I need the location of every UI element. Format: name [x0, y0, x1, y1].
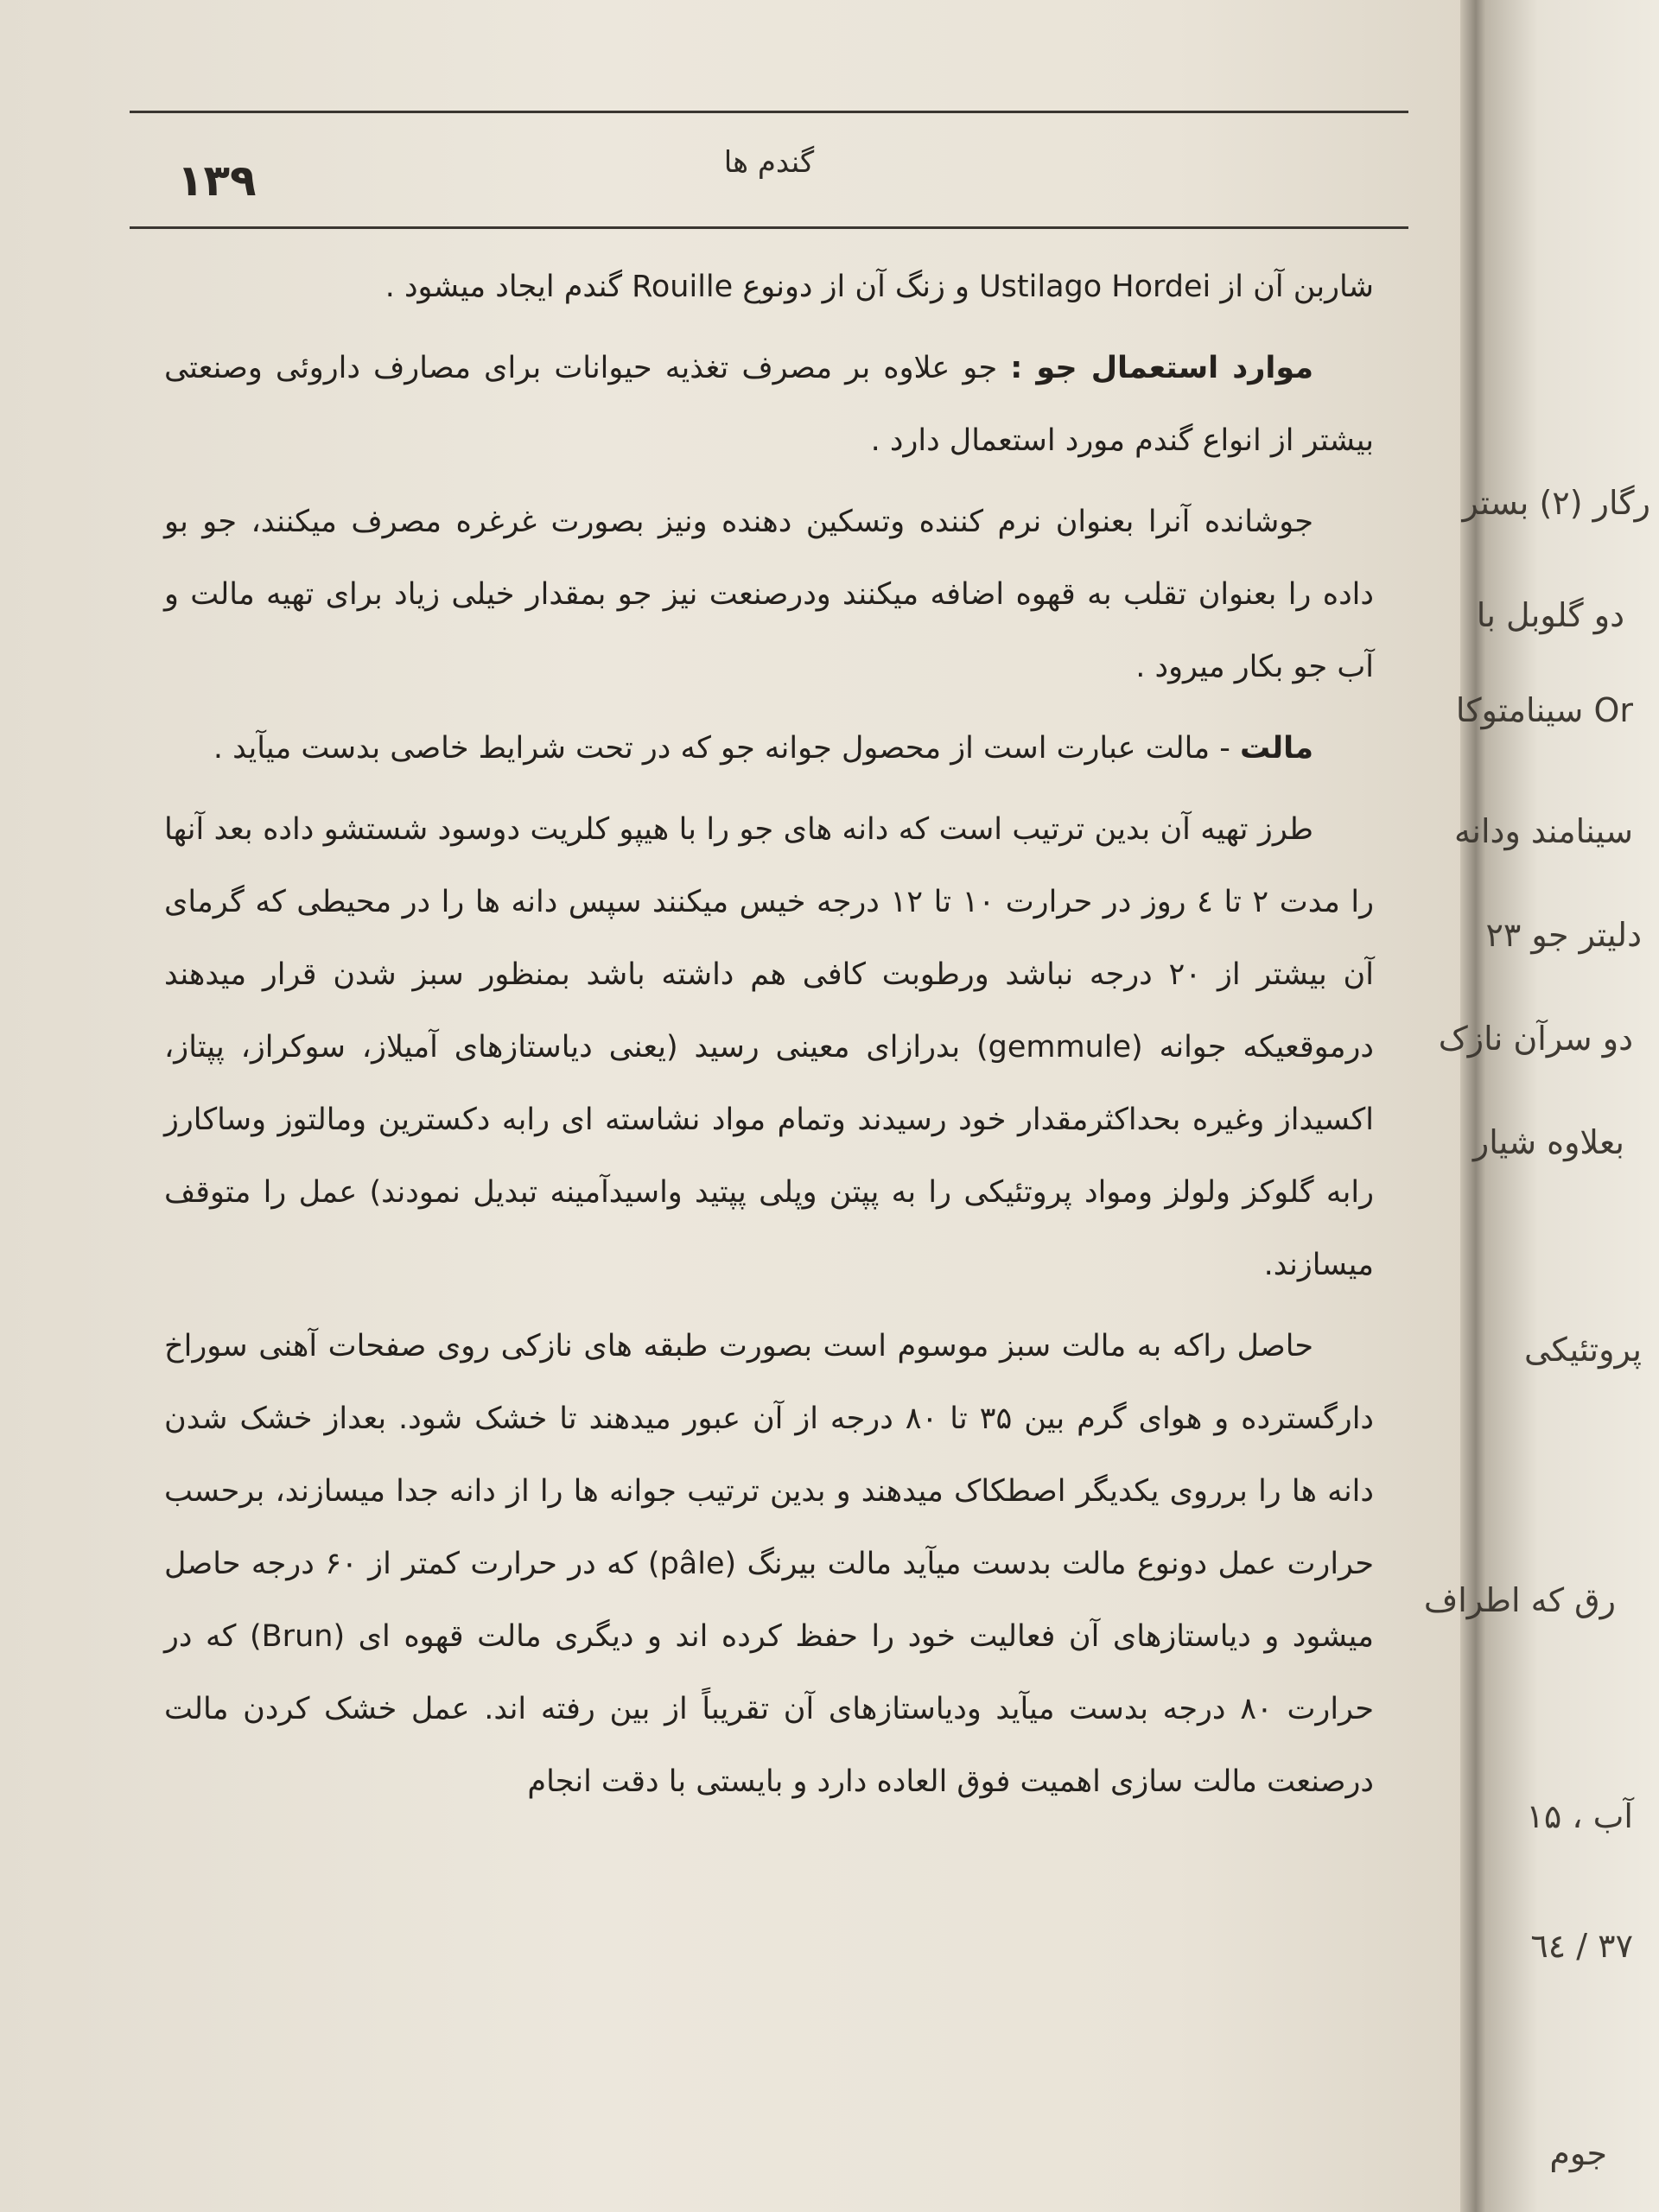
paragraph-term: مالت [1239, 731, 1313, 766]
paragraph-smut-rust [164, 251, 1374, 323]
facing-page-fragment: دلیتر جو ۲۳ [1485, 916, 1642, 954]
paragraph-text: طرز تهیه آن بدین ترتیب است که دانه های جو را با هیپو کلریت دوسود شستشو داده بعد آنها را مدت ۲ تا ٤ روز در حرارت ۱۰ تا ۱۲ درجه خیس میکنند سپس دانه ها را در محیطی که گرمای آن بیشتر از ۲۰ درجه نباشد ورطوبت کافی هم داشته باشد بمنظور سبز شدن قرار میدهند درموقعیکه جوانه (gemmule) بدرازای معینی رسید (یعنی دیاستازهای آمیلاز، سوکراز، پپتاز، اکسیداز وغیره بحداکثرمقدار خود رسیدند وتمام مواد نشاسته ای رابه دکسترین ومالتوز وساکارز رابه گلوکز ولولز ومواد پروتئیکی را به پپتن وپلی پپتید واسیدآمینه تبدیل نمودند) عمل را متوقف میسازند. [164, 812, 1375, 1282]
paragraph-barley-uses [164, 332, 1374, 477]
paragraph-malt-preparation [164, 793, 1374, 1301]
facing-page-fragment: آب ، ۱۵ [1526, 1797, 1633, 1835]
page-number: ۱۳۹ [177, 156, 257, 206]
paragraph-text: حاصل راکه به مالت سبز موسوم است بصورت طبقه های نازکی روی صفحات آهنی سوراخ دارگسترده و هوای گرم بین ۳۵ تا ۸۰ درجه از آن عبور میدهند تا خشک شود. بعداز خشک شدن دانه ها را برروی یکدیگر اصطکاک میدهند و بدین ترتیب جوانه ها را از دانه جدا میسازند، برحسب حرارت عمل دونوع مالت بدست میآید مالت بیرنگ (pâle) که در حرارت کمتر از ۶۰ درجه حاصل میشود و دیاستازهای آن فعالیت خود را حفظ کرده اند و دیگری مالت قهوه ای (Brun) که در حرارت ۸۰ درجه بدست میآید ودیاستازهای آن تقریباً از بین رفته اند. عمل خشک کردن مالت درصنعت مالت سازی اهمیت فوق العاده دارد و بایستی با دقت انجام [164, 1329, 1375, 1799]
facing-page-fragment: رق که اطراف [1423, 1581, 1616, 1619]
header-bottom-rule [130, 226, 1408, 229]
paragraph-text: جو علاوه بر مصرف تغذیه حیوانات برای مصارف داروئی وصنعتی بیشتر از انواع گندم مورد استعمال دارد . [164, 351, 1374, 458]
facing-page-fragment: پروتئیکی [1523, 1331, 1642, 1369]
facing-page-fragment: دو گلوبل با [1476, 596, 1624, 634]
paragraph-term: موارد استعمال جو : [1010, 351, 1313, 385]
header-top-rule [130, 111, 1408, 113]
paragraph-decoction [164, 486, 1374, 703]
body-text [164, 251, 1374, 1827]
facing-page-fragment: رگار (۲) بستر [1462, 484, 1650, 522]
facing-page-fragment: جوم [1549, 2134, 1607, 2172]
facing-page-fragment: دو سرآن نازک [1438, 1020, 1633, 1058]
facing-page-fragment: بعلاوه شیار [1472, 1123, 1624, 1161]
facing-page-fragment: سینامند ودانه [1454, 812, 1633, 850]
paragraph-malt-definition [164, 712, 1374, 785]
facing-page-fragment: ۳۷ / ٦٤ [1530, 1927, 1633, 1965]
book-gutter [1460, 0, 1486, 2212]
paragraph-text: جوشانده آنرا بعنوان نرم کننده وتسکین دهنده ونیز بصورت غرغره مصرف میکنند، جو بو داده را بعنوان تقلب به قهوه اضافه میکنند ودرصنعت نیز جو بمقدار خیلی زیاد برای تهیه مالت و آب جو بکار میرود . [164, 505, 1374, 684]
running-title: گندم ها [723, 145, 815, 180]
paragraph-green-malt-drying [164, 1310, 1374, 1818]
paragraph-text: - مالت عبارت است از محصول جوانه جو که در تحت شرایط خاصی بدست میآید . [213, 731, 1240, 766]
facing-page-edge [1423, 0, 1659, 2212]
facing-page-fragment: Or سینامتوکا [1455, 691, 1633, 729]
paragraph-text: شاربن آن از Ustilago Hordei و زنگ آن از دونوع Rouille گندم ایجاد میشود . [385, 270, 1374, 304]
